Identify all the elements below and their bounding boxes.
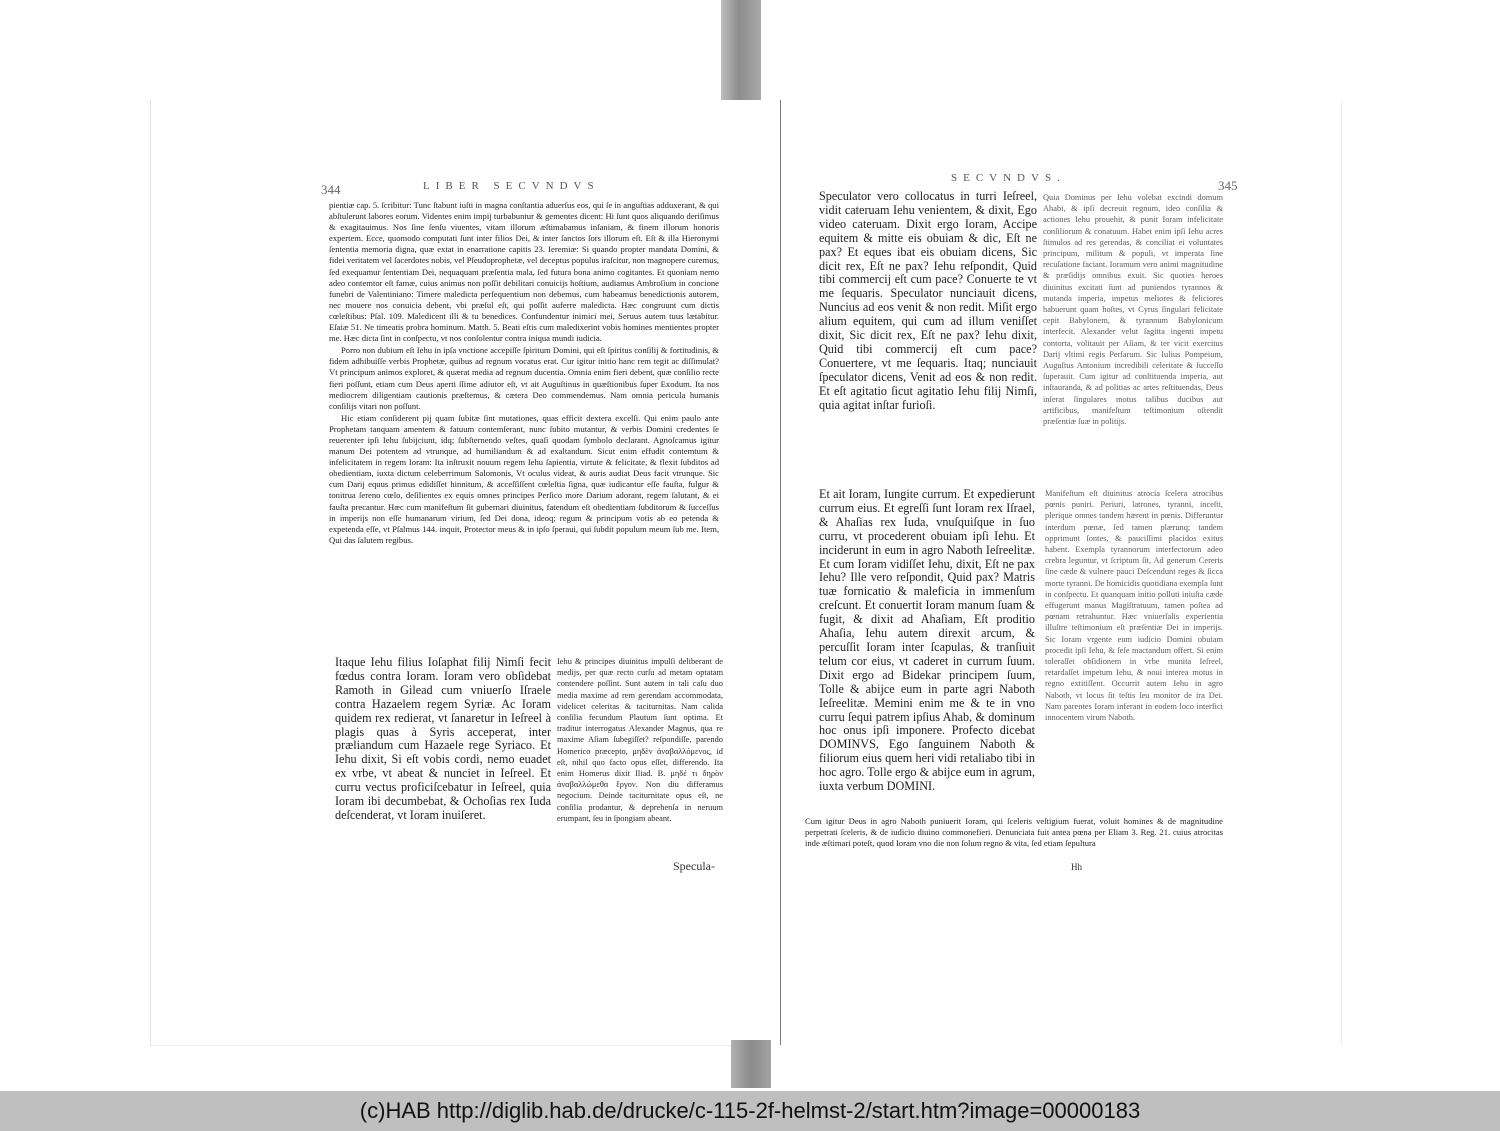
catchword: Specula- [673,859,715,873]
footer-credit-bar [0,1091,1500,1131]
main-text: Speculator vero collocatus in turri Ieſreel, vidit cateruam Iehu venientem, & dixit, Ego video cateruam. Dixit ergo Ioram, Accipe equitem & mitte eis obuiam & dic, Eſt ne pax? Et eques ibat eis obuiam dicens, Sic dicit rex, Eſt ne pax? Iehu reſpondit, Quid tibi commercij eſt cum pace? Conuerte te vt me ſequaris. Speculator nunciauit dicens, Nuncius ad eos venit & non redit. Miſit ergo alium equitem, qui cum ad illum veniſſet dixit, Sic dicit rex, Eſt ne pax? Iehu dixit, Quid tibi commercij eſt cum pace? Conuertere, vt me ſequaris. Itaq; nunciauit ſpeculator dicens, Venit ad eos & non redit. Et eſt agitatio ſicut agitatio Iehu filij Nimſi, quia agitat inſtar furioſi. [819,189,1037,412]
commentary-paragraph: Porro non dubium eſt Iehu in ipſa vnctione accepiſſe ſpiritum Domini, qui eſt ſpiritus conſilij & fortitudinis, & fidem adhibuiſſe verbis Prophetæ, quibus ad regnum vocatus erat. Cur igitur initio hanc rem tegit ac diſſimulat? Vt principum animos exploret, & quærat media ad regnum ducentia. Omnia enim fieri debent, quæ conſilio recte fieri poſſunt, etiam cum Deus aperti ſſime adiutor eſt, vt ait Auguſtinus in quæſtionibus ſuper Exodum. Ita nos mediocrem diligentiam cautionis præſtemus, & cætera Deo commendemus. Nam omnia pericula humanis conſilijs vitari non poſſunt. [329,345,719,411]
commentary-block [329,200,719,648]
book-spine-top [721,0,761,110]
page-number: 345 [1218,178,1238,193]
main-text: Itaque Iehu filius Ioſaphat filij Nimſi fecit fœdus contra Ioram. Ioram vero obſidebat Ramoth in Gilead cum vniuerſo Iſraele contra Hazaelem regem Syriæ. Ac Ioram quidem rex redierat, vt ſanaretur in Ieſreel à plagis quas à Syris acceperat, inter præliandum cum Hazaele rege Syriaco. Et Iehu dixit, Si eſt vobis cordi, nemo euadet ex vrbe, vt abeat & nunciet in Ieſreel. Et curru vectus proficiſcebatur in Ieſreel, quia Ioram ibi decumbebat, & Ochoſias rex Iuda deſcenderat, vt Ioram inuiſeret. [335,655,551,822]
signature-mark: Hh [1071,862,1082,872]
running-head: LIBER SECVNDVS [423,180,600,192]
page-number: 344 [321,182,341,197]
side-note: Iehu & principes diuinitus impulſi deliberant de medijs, per quæ recto curſu ad metam optatam contendere poſſint. Sunt autem in tali caſu duo media maxime ad rem gerendam accommodata, videlicet celeritas & taciturnitas. Nam calida conſilia fecundum Plautum ſunt optima. Et traditur interrogatus Alexander Magnus, qua re maxime Aſiam ſubegiſſet? reſpondiſſe, parendo Homerico præcepto, μηδὲν ἀναβαλλόμενος, id eſt, nihil quo facto opus eſſet, differendo. Ita enim Homerus dixit Iliad. B. μηδέ τι δηρὸν ἀναβαλλώμεθα ἔργον. Non diu differamus negocium. Deinde taciturnitate opus eſt, ne conſilia prodantur, & deprehenſa in neruum erumpant, ſeu in ſpongiam abeant. [557,657,723,823]
bottom-note: Cum igitur Deus in agro Naboth puniuerit Ioram, qui ſceleris veſtigium fuerat, voluit homines & de magnitudine perpetrati ſceleris, & de iudicio diuino commonefieri. Denunciata fuit antea pœna per Eliam 3. Reg. 21. cuius atrocitas inde æſtimari poteſt, quod Ioram vno die non ſolum regno & vita, ſed etiam ſepultura [805,816,1223,849]
footer-credit-text: (c)HAB http://diglib.hab.de/drucke/c-115-2f-helmst-2/start.htm?image=00000183 [359,1098,1141,1123]
commentary-paragraph: Hic etiam conſiderent pij quam ſubitæ ſint mutationes, quas efficit dextera excelſi. Qui enim paulo ante Prophetam tanquam amentem & fatuum contemſerant, nunc ſubito mutantur, & verbis Domini credentes ſe reuerenter ipſi Iehu ſubijciunt, idq; ſubſternendo veſtes, quaſi quodam ſymbolo declarant. Agnoſcamus igitur manum Dei potentem ad vtrunque, ad humiliandum & ad exaltandum. Sicut enim effudit contemtum & infelicitatem in regem Ioram: Ita inſtruxit nouum regem Iehu ſapientia, virtute & felicitate, & flexit ſubditos ad obedientiam, iuxta dictum celeberrimum Salomonis, Vt oculus videat, & auris audiat Deus facit vtrunque. Sic cum Darij equus primus edidiſſet hinnitum, & acceſſiſſent cœleſtia ſigna, quæ iudicantur eſſe fauſta, fulgur & tonitrua ſereno cœlo, deſilientes ex equis omnes principes Perſico more Darium adorant, regem ſalutant, & ei fauſta precantur. Hæc cum manifeſtum ſit gubernari diuinitus, fatendum eſt obedientiam ſubditorum & ſucceſſus in imperijs non eſſe humanarum virium, ſed Dei dona, ideoq; regum & principum votis ab eo petenda & expetenda eſſe, vt Pſalmus 144. inquit, Protector meus & in ipſo ſperaui, qui ſubdit populum meum ſub me. Item, Qui das ſalutem regibus. [329,412,719,545]
right-page [780,100,1342,1045]
book-spine-bottom [731,1040,771,1088]
left-page [150,100,771,1046]
side-note: Manifeſtum eſt diuinitus atrocia ſcelera atrocibus pœnis puniri. Periuri, latrones, tyranni, inceſti, plerique omnes tandem hærent in pœnis. Differuntur interdum pœnæ, ſed tamen plærunq; tandem opprimunt ſontes, & pauciſſimi placidos exitus habent. Exempla tyrannorum interfectorum adeo crebra leguntur, vt ſcriptum ſit, Ad generum Cereris ſine cæde & vulnere pauci Deſcendunt reges & ſicca morte tyranni. De homicidis quotidiana exempla ſunt in conſpectu. Et quanquam initio polluti iniuſta cæde effugerunt manus Magiſtratuum, tamen poſtea ad pœnam retrahuntur. Hæc vniuerſalis experientia illuſtre teſtimonium eſt præſentiæ Dei in imperijs. Sic Ioram vrgente eum iudicio Domini obuiam procedit ipſi Iehu, & ſeſe mactandum offert. Si enim toleraſſet obſidionem in vrbe munita Ieſreel, retardaſſet impetum Iehu, & noui interea motus in regno extitiſſent. Occurrit autem Iehu in agro Naboth, vt locus ſit teſtis ſeu monitor de ira Dei. Nam parentes Ioram inferant in eodem loco interfici innocentem virum Naboth. [1045,489,1223,723]
commentary-paragraph: pientiæ cap. 5. ſcribitur: Tunc ſtabunt iuſti in magna conſtantia aduerſus eos, qui ſe in anguſtias adduxerant, & qui abſtulerunt labores eorum. Videntes enim impij turbabuntur & gementes dicent: Hi ſunt quos aliquando deriſimus & exagitauimus. Nos ſine ſenſu viuentes, vitam illorum æſtimabamus inſaniam, & finem illorum honoris expertem. Ecce, quomodo computati ſunt inter filios Dei, & inter ſanctos ſors illorum eſt. Eſt & illa Hieronymi ſententia memoria digna, quæ extat in enarratione capitis 23. Ieremiæ: Si quando propter mandata Domini, & fidei veritatem vel ſacerdotes nobis, vel Pſeudoprophetæ, vel deceptus populus iraſcitur, non magnopere curemus, ſed exequamur ſententiam Dei, nequaquam præſentia mala, ſed futura bona animo cogitantes. Et quoniam nemo adeo contemtor eſt famæ, cuius animus non poſſit debilitari conuicijs hoſtium, audiamus Ambroſium in concione funebri de Valentiniano: Timere maledicta perſequentium non debemus, cum habeamus benedictionis autorem, nec mouere nos conuicia debent, vbi præſul eſt, qui poſſit auferre maledicta. Hæc congruunt cum dictis cœleſtibus: Pſal. 109. Maledicent illi & tu benedices. Confundentur inimici mei, Seruus autem tuus lætabitur. Eſaiæ 51. Ne timeatis probra hominum. Matth. 5. Beati eſtis cum maledixerint vobis homines mentientes propter me. Hæc dicta ſint in conſpectu, vt nos conſolentur contra iniqua mundi iudicia. [329,200,719,344]
main-text: Et ait Ioram, Iungite currum. Et expedierunt currum eius. Et egreſſi ſunt Ioram rex Iſrael, & Ahaſias rex Iuda, vnuſquiſque in ſuo curru, vt procederent obuiam ipſi Iehu. Et inciderunt in eum in agro Naboth Ieſreelitæ. Et cum Ioram vidiſſet Iehu, dixit, Eſt ne pax Iehu? Ille vero reſpondit, Quid pax? Matris tuæ fornicatio & maleficia in immenſum creſcunt. Et conuertit Ioram manum ſuam & fugit, & dixit ad Ahaſiam, Eſt proditio Ahaſia, Iehu autem direxit arcum, & percuſſit Ioram inter ſcapulas, & tranſiuit telum cor eius, vt caderet in currum ſuum. Dixit ergo ad Bidekar principem ſuum, Tolle & abijce eum in parte agri Naboth Ieſreelitæ. Memini enim me & te in vno curru ſequi patrem ipſius Ahab, & dominum hoc onus ipſi imponere. Profecto dicebat DOMINVS, Ego ſanguinem Naboth & filiorum eius quem heri vidi retaliabo tibi in hoc agro. Tolle ergo & abijce eum in agrum, iuxta verbum DOMINI. [819,487,1035,794]
running-head: SECVNDVS. [951,172,1066,184]
side-note: Quia Dominus per Iehu volebat excindi domum Ahabi, & ipſi decreuit regnum, ideo conſilia & actiones Iehu prouehit, & punit Ioram infelicitate conſiliorum & conatuum. Habet enim ipſi Iehu acres ſtimulos ad res gerendas, & conciliat ei voluntates principum, militum & populi, vt imperata ſine recuſatione faciant. Ioramum vero animi magnitudine & præſidijs omnibus exuit. Sic quoties heroes diuinitus excitati ſunt ad puniendos tyrannos & mutanda imperia, impetus meliores & feliciores habuerunt quam hoſtes, vt Cyrus ſingulari felicitate cepit Babylonem, & tyrannum Babylonicum interfecit. Alexander velut ſagitta ingenti impetu contorta, volitauit per Aſiam, & ter vicit exercitus Darij vltimi regis Perſarum. Sic Iulius Pompeium, Auguſtus Antonium incredibili celeritate & ſucceſſu ſuperauit. Cum igitur ad conſtituenda imperia, aut inſtauranda, & ad politias ac artes reſtituendas, Deus inſerat ſingulares motus talibus ducibus aut artificibus, manifeſtum teſtimonium oſtendit præſentiæ ſuæ in politijs. [1043,193,1223,427]
